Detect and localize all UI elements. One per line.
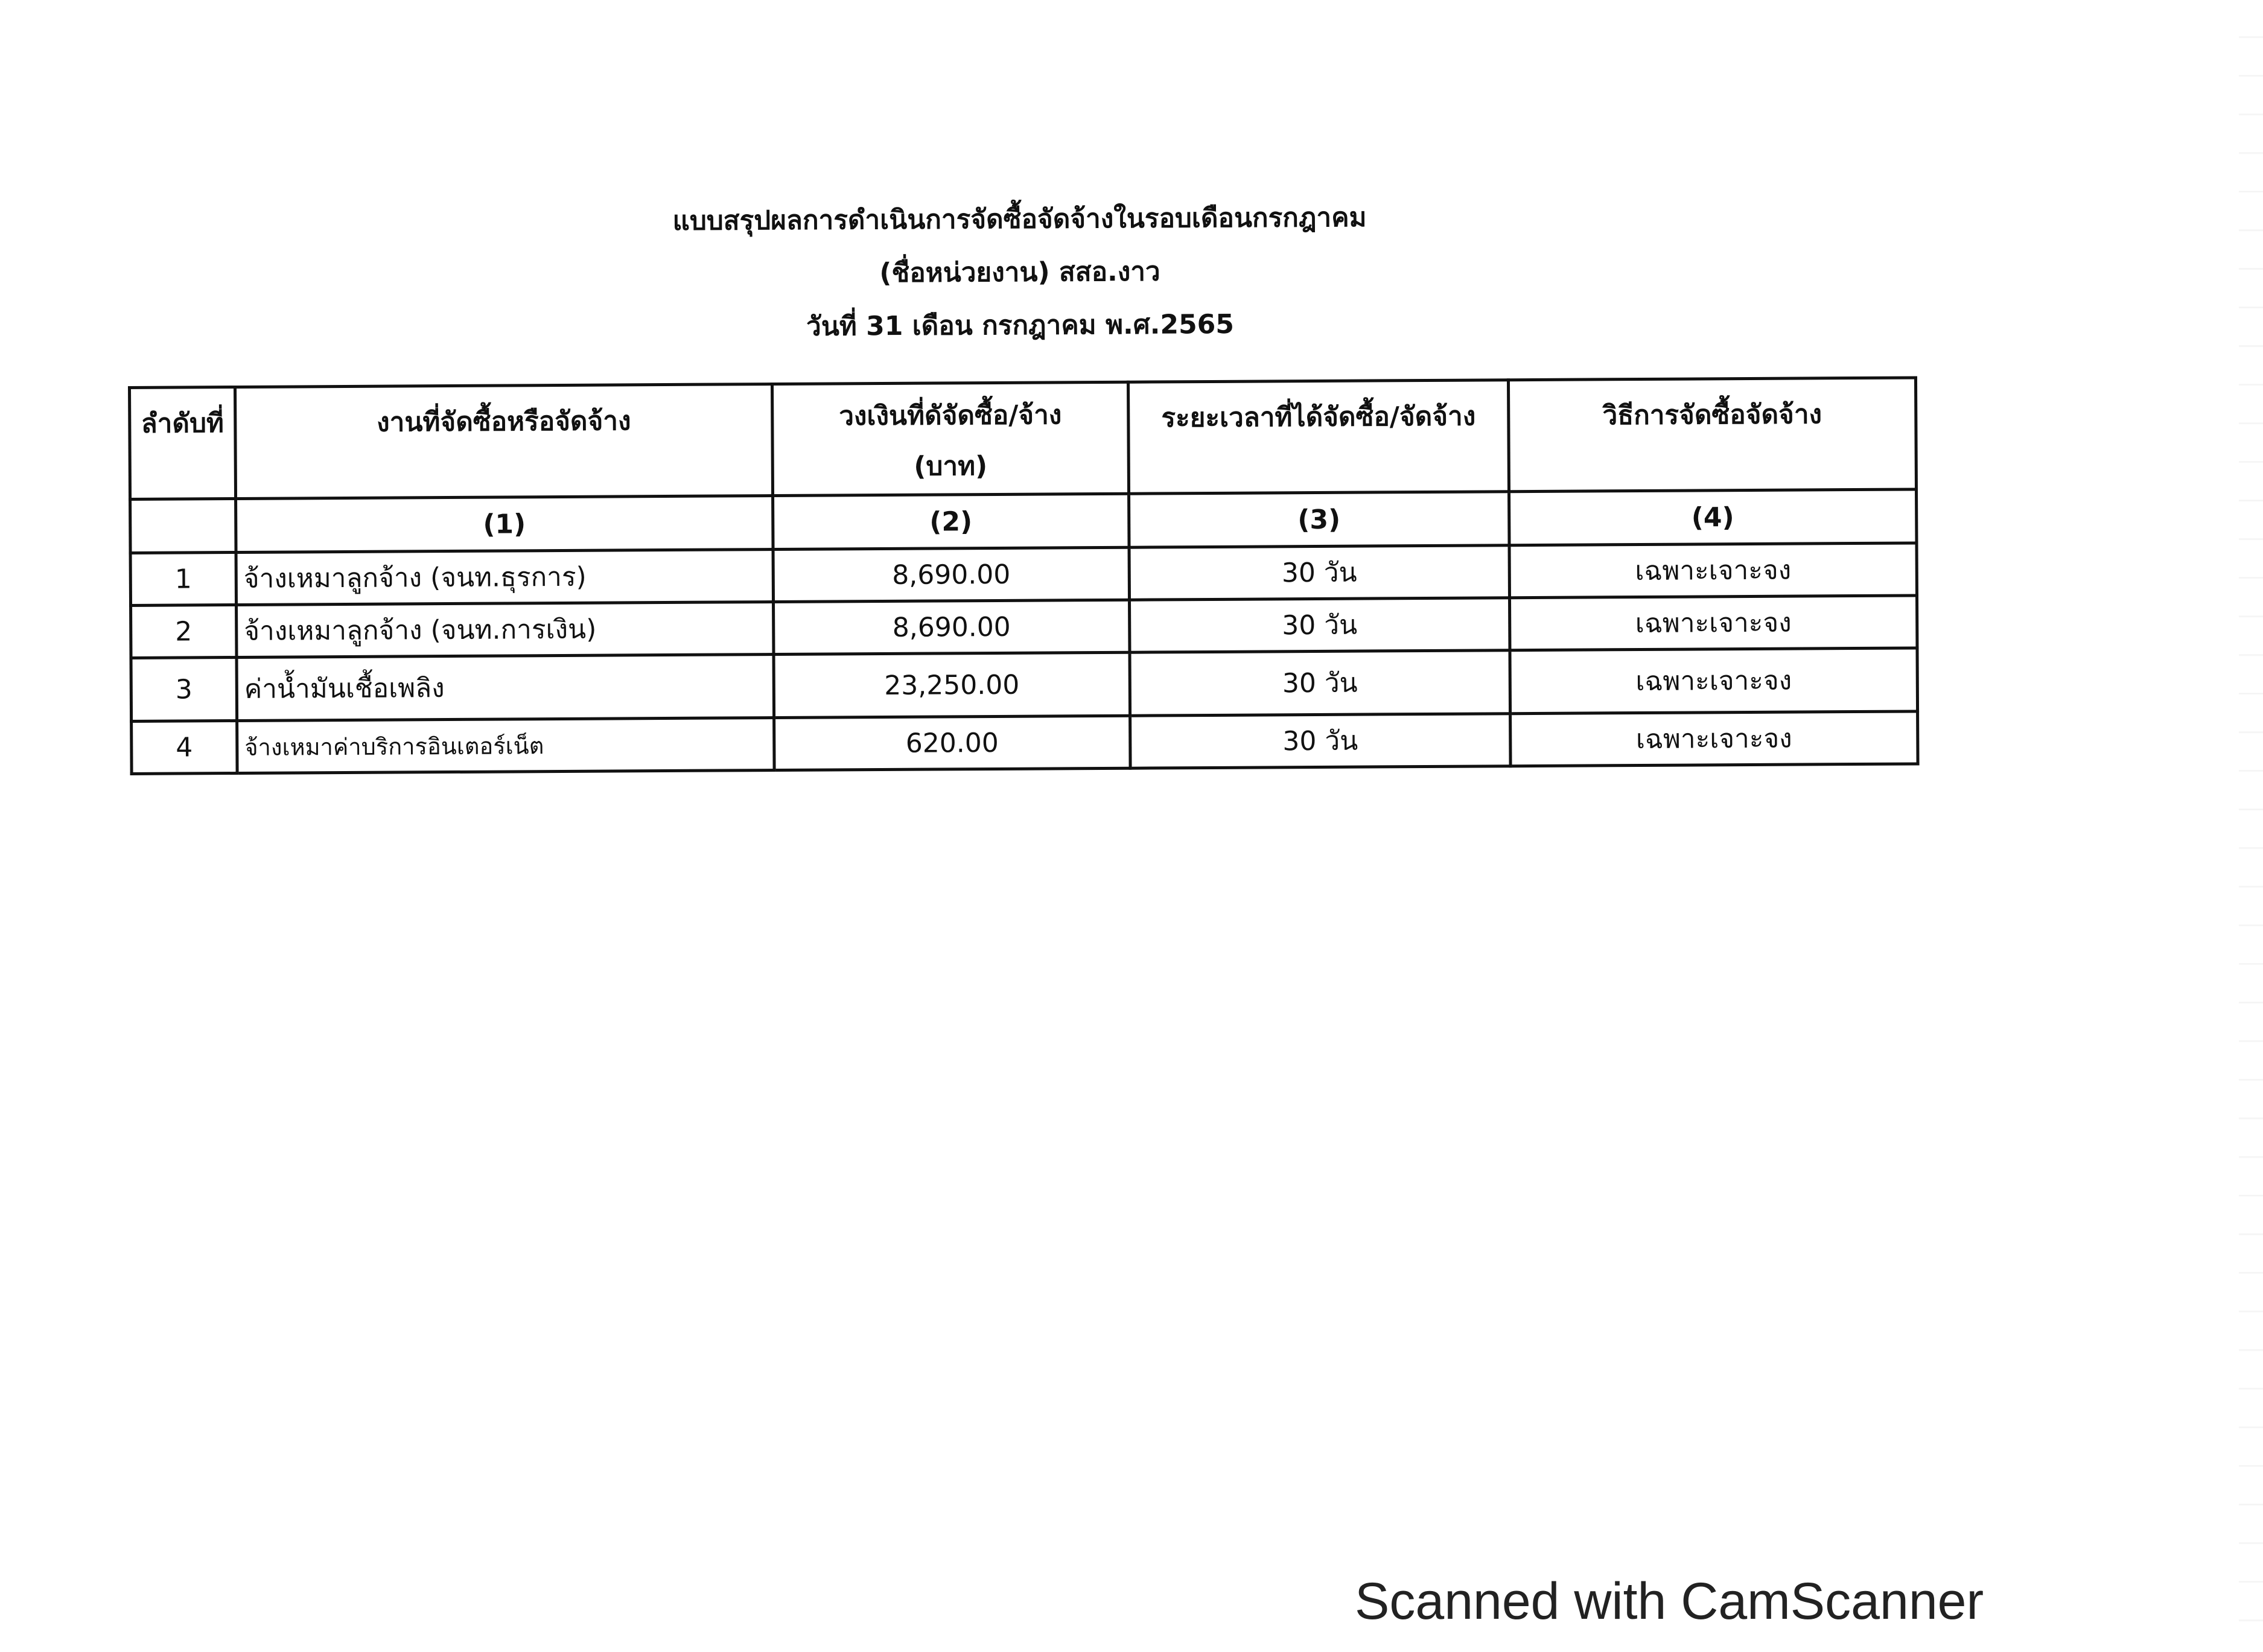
header-budget [772,382,1128,495]
table-row [131,648,1918,722]
row-number: 4 [132,721,237,774]
column-number-2: (2) [773,494,1129,549]
row-amount: 8,690.00 [774,600,1130,654]
header-duration: ระยะเวลาที่ได้จัดซื้อ/จัดจ้าง [1128,380,1509,494]
column-number-3: (3) [1129,492,1509,548]
header-budget-line1: วงเงินที่ดัจัดซื้อ/จ้าง [839,399,1062,432]
row-task: จ้างเหมาค่าบริการอินเตอร์เน็ต [237,718,774,774]
row-number: 1 [130,553,236,606]
row-method: เฉพาะเจาะจง [1509,543,1917,598]
column-number-row [130,489,1917,553]
row-duration: 30 วัน [1130,598,1510,653]
row-duration: 30 วัน [1130,714,1510,769]
title-line-3: วันที่ 31 เดือน กรกฎาคม พ.ศ.2565 [806,309,1235,342]
header-order: ลำดับที่ [130,387,236,500]
table-header-row [130,378,1917,500]
document-title [0,188,2040,358]
row-duration: 30 วัน [1129,545,1509,600]
row-number: 3 [131,658,237,722]
camscanner-watermark: Scanned with CamScanner [1355,1572,1984,1630]
column-number-1: (1) [236,496,773,553]
table-row [130,543,1917,606]
column-number-4: (4) [1509,489,1917,545]
procurement-summary-table [128,376,1920,775]
row-number: 2 [131,605,237,658]
row-amount: 620.00 [774,716,1130,770]
row-method: เฉพาะเจาะจง [1510,711,1918,766]
column-number-0 [130,499,236,553]
row-task: ค่าน้ำมันเชื้อเพลิง [237,655,774,721]
title-line-2: (ชื่อหน่วยงาน) สสอ.งาว [879,256,1160,289]
row-task: จ้างเหมาลูกจ้าง (จนท.การเงิน) [237,602,774,658]
scan-edge-artifact [2239,0,2263,1652]
row-method: เฉพาะเจาะจง [1510,648,1918,714]
table-row [132,711,1918,774]
title-line-1: แบบสรุปผลการดำเนินการจัดซื้อจัดจ้างในรอบเดือนกรกฎาคม [672,202,1367,237]
header-task: งานที่จัดซื้อหรือจัดจ้าง [235,384,773,499]
header-method: วิธีการจัดซื้อจัดจ้าง [1508,378,1916,492]
header-budget-line2: (บาท) [914,451,988,482]
row-duration: 30 วัน [1130,650,1510,716]
row-amount: 23,250.00 [774,652,1130,717]
row-amount: 8,690.00 [773,547,1129,602]
table-row [131,596,1917,658]
row-method: เฉพาะเจาะจง [1509,596,1917,650]
row-task: จ้างเหมาลูกจ้าง (จนท.ธุรการ) [236,550,773,605]
